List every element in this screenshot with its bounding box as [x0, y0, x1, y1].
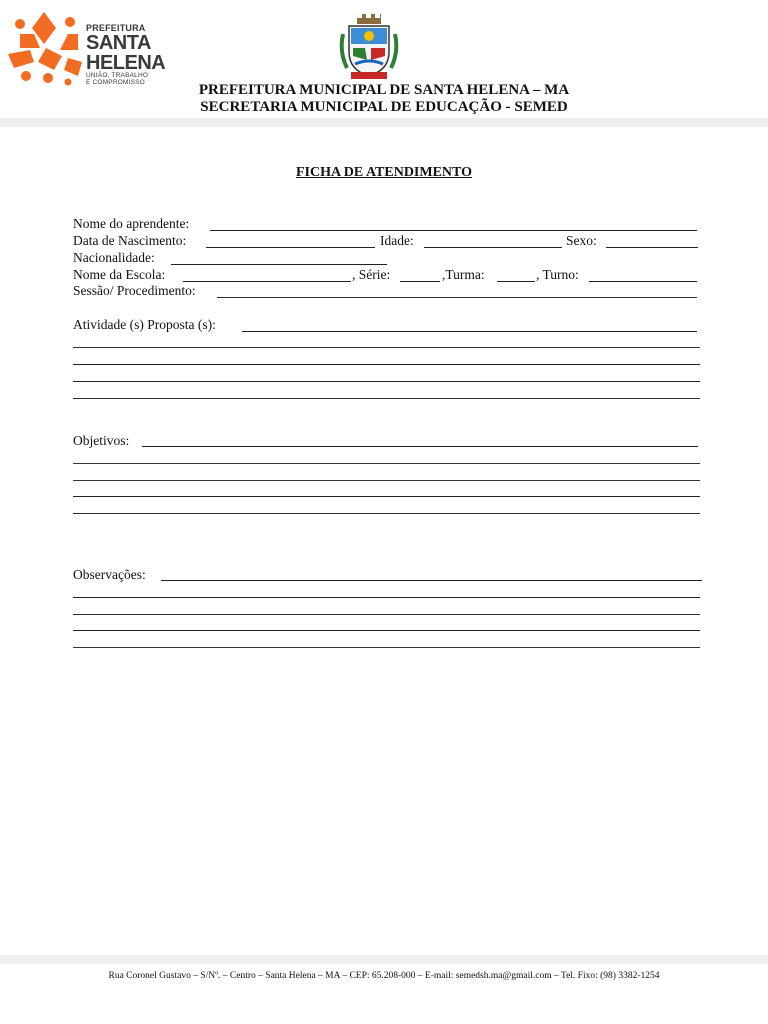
coat-of-arms-icon — [337, 12, 401, 84]
atividades-line[interactable] — [73, 381, 700, 382]
objetivos-line[interactable] — [73, 496, 700, 497]
header-divider — [0, 118, 768, 127]
idade-label: Idade: — [380, 233, 414, 248]
atividades-field[interactable] — [242, 331, 697, 332]
atividades-label: Atividade (s) Proposta (s): — [73, 317, 216, 332]
sessao-label: Sessão/ Procedimento: — [73, 283, 196, 298]
nome-escola-label: Nome da Escola: — [73, 267, 166, 282]
objetivos-line[interactable] — [73, 463, 700, 464]
serie-label: , Série: — [352, 267, 391, 282]
objetivos-line[interactable] — [73, 480, 700, 481]
org-name: PREFEITURA MUNICIPAL DE SANTA HELENA – MA — [198, 82, 570, 98]
observacoes-field[interactable] — [161, 580, 702, 581]
atividades-line[interactable] — [73, 364, 700, 365]
turno-label: , Turno: — [536, 267, 579, 282]
nome-aprendente-label: Nome do aprendente: — [73, 216, 190, 231]
logo-line-3: HELENA — [86, 52, 166, 74]
observacoes-line[interactable] — [73, 614, 700, 615]
turno-field[interactable] — [589, 281, 697, 282]
observacoes-line[interactable] — [73, 630, 700, 631]
logo-wordmark — [86, 24, 165, 86]
logo-line-2: SANTA — [86, 32, 151, 54]
form-title: FICHA DE ATENDIMENTO — [295, 165, 473, 180]
logo-line-5: E COMPROMISSO — [86, 78, 145, 86]
objetivos-label: Objetivos: — [73, 433, 130, 448]
turma-label: ,Turma: — [442, 267, 485, 282]
observacoes-label: Observações: — [73, 567, 146, 582]
data-nascimento-label: Data de Nascimento: — [73, 233, 187, 248]
nacionalidade-label: Nacionalidade: — [73, 250, 155, 265]
org-department: SECRETARIA MUNICIPAL DE EDUCAÇÃO - SEMED — [200, 99, 568, 115]
idade-field[interactable] — [424, 247, 562, 248]
nome-escola-field[interactable] — [183, 281, 351, 282]
logo-line-1: PREFEITURA — [86, 23, 146, 33]
sessao-field[interactable] — [217, 297, 697, 298]
nacionalidade-field[interactable] — [171, 264, 387, 265]
atividades-line[interactable] — [73, 347, 700, 348]
sexo-label: Sexo: — [566, 233, 597, 248]
turma-field[interactable] — [497, 281, 535, 282]
serie-field[interactable] — [400, 281, 440, 282]
footer-divider — [0, 955, 768, 964]
observacoes-line[interactable] — [73, 597, 700, 598]
nome-aprendente-field[interactable] — [210, 230, 697, 231]
observacoes-line[interactable] — [73, 647, 700, 648]
objetivos-field[interactable] — [142, 446, 698, 447]
logo-line-4: UNIÃO, TRABALHO — [86, 72, 149, 79]
data-nascimento-field[interactable] — [206, 247, 375, 248]
sexo-field[interactable] — [606, 247, 698, 248]
footer-address: Rua Coronel Gustavo – S/Nº. – Centro – Santa Helena – MA – CEP: 65.208-000 – E-mail: semedsh.ma@gmail.com – Tel. Fixo: (98) 3382-1254 — [108, 971, 660, 981]
atividades-line[interactable] — [73, 398, 700, 399]
objetivos-line[interactable] — [73, 513, 700, 514]
